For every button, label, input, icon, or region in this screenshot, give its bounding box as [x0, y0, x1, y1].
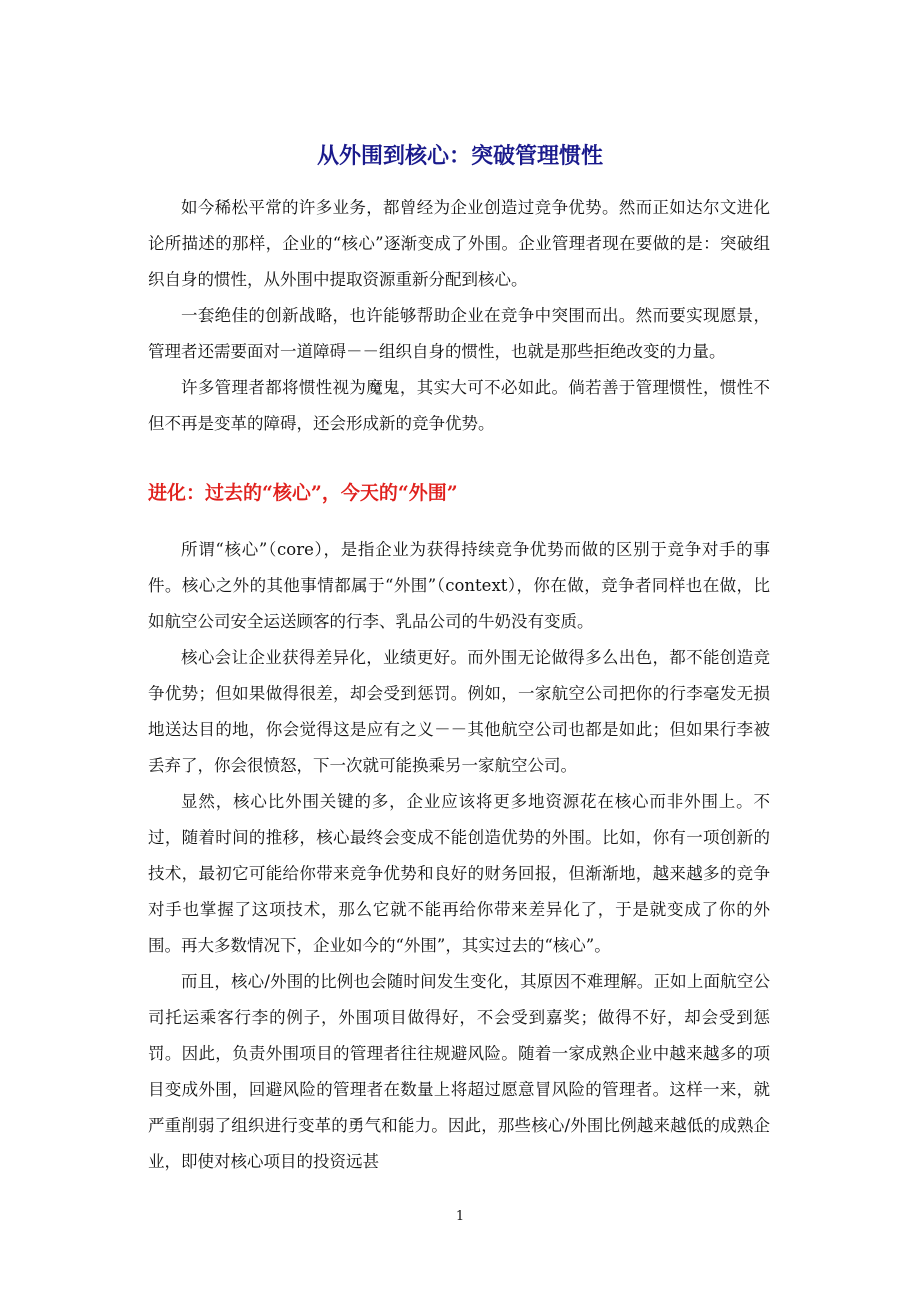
- page-number: 1: [455, 1209, 465, 1224]
- section-body: [148, 532, 770, 1180]
- intro-section: [148, 190, 770, 442]
- intro-paragraph: 如今稀松平常的许多业务，都曾经为企业创造过竞争优势。然而正如达尔文进化论所描述的那样，企业的“核心”逐渐变成了外围。企业管理者现在要做的是：突破组织自身的惯性，从外围中提取资源重新分配到核心。: [148, 198, 770, 289]
- document-title: 从外围到核心：突破管理惯性: [316, 144, 603, 169]
- body-paragraph: 显然，核心比外围关键的多，企业应该将更多地资源花在核心而非外围上。不过，随着时间的推移，核心最终会变成不能创造优势的外围。比如，你有一项创新的技术，最初它可能给你带来竞争优势和良好的财务回报，但渐渐地，越来越多的竞争对手也掌握了这项技术，那么它就不能再给你带来差异化了，于是就变成了你的外围。再大多数情况下，企业如今的“外围”，其实过去的“核心”。: [148, 792, 770, 955]
- body-paragraph: 核心会让企业获得差异化，业绩更好。而外围无论做得多么出色，都不能创造竞争优势；但如果做得很差，却会受到惩罚。例如，一家航空公司把你的行李毫发无损地送达目的地，你会觉得这是应有之义－－其他航空公司也都是如此；但如果行李被丢弃了，你会很愤怒，下一次就可能换乘另一家航空公司。: [148, 648, 770, 775]
- body-paragraph: 所谓“核心”（core），是指企业为获得持续竞争优势而做的区别于竞争对手的事件。核心之外的其他事情都属于“外围”（context），你在做，竞争者同样也在做，比如航空公司安全运送顾客的行李、乳品公司的牛奶没有变质。: [148, 540, 770, 631]
- intro-paragraph: 许多管理者都将惯性视为魔鬼，其实大可不必如此。倘若善于管理惯性，惯性不但不再是变革的障碍，还会形成新的竞争优势。: [148, 378, 770, 433]
- intro-paragraph: 一套绝佳的创新战略，也许能够帮助企业在竞争中突围而出。然而要实现愿景，管理者还需要面对一道障碍－－组织自身的惯性，也就是那些拒绝改变的力量。: [148, 306, 770, 361]
- section-heading: 进化：过去的“核心”，今天的“外围”: [148, 482, 458, 504]
- body-paragraph: 而且，核心/外围的比例也会随时间发生变化，其原因不难理解。正如上面航空公司托运乘客行李的例子，外围项目做得好，不会受到嘉奖；做得不好，却会受到惩罚。因此，负责外围项目的管理者往往规避风险。随着一家成熟企业中越来越多的项目变成外围，回避风险的管理者在数量上将超过愿意冒风险的管理者。这样一来，就严重削弱了组织进行变革的勇气和能力。因此，那些核心/外围比例越来越低的成熟企业，即使对核心项目的投资远甚: [148, 972, 770, 1171]
